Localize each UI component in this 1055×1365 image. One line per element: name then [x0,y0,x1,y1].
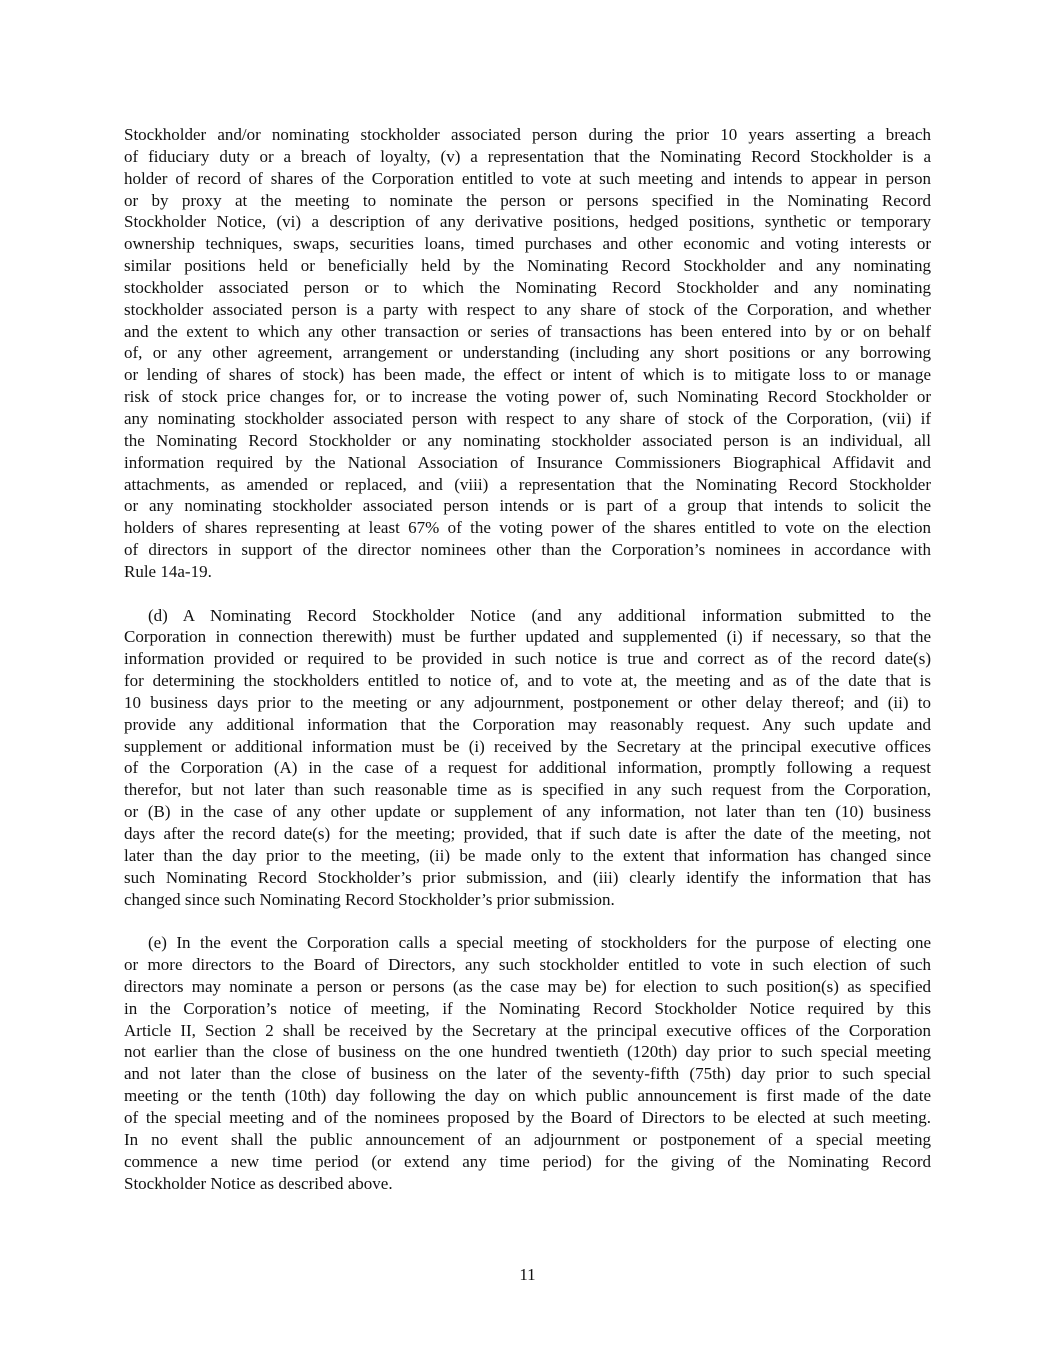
text-line: Rule 14a-19. [124,561,212,581]
text-line: and the extent to which any other transaction or series of transactions has been entered into by or on behalf [124,321,931,341]
text-line: of the special meeting and of the nominees proposed by the Board of Directors to be elected at such meeting. [124,1107,931,1127]
text-line: of directors in support of the director nominees other than the Corporation’s nominees in accordance with [124,540,931,560]
text-line: or any nominating stockholder associated person intends or is part of a group that intends to solicit the [124,496,931,516]
page-number: 11 [519,1265,536,1284]
paragraph-continuation [124,124,931,583]
text-line: such Nominating Record Stockholder’s prior submission, and (iii) clearly identify the information that has [124,867,931,887]
text-line: (d) A Nominating Record Stockholder Notice (and any additional information submitted to the [148,605,931,625]
text-line: (e) In the event the Corporation calls a special meeting of stockholders for the purpose of electing one [148,933,931,953]
text-line: the Nominating Record Stockholder or any nominating stockholder associated person is an individual, all [124,430,931,450]
text-line: days after the record date(s) for the meeting; provided, that if such date is after the date of the meeting, not [124,824,931,843]
text-line: information required by the National Association of Insurance Commissioners Biographical Affidavit and [124,452,931,472]
text-line: any nominating stockholder associated person with respect to any share of stock of the Corporation, (vii) if [124,408,931,428]
text-line: Stockholder Notice, (vi) a description of any derivative positions, hedged positions, synthetic or temporary [124,212,931,232]
text-line: directors may nominate a person or persons (as the case may be) for election to such position(s) as specified [124,976,931,996]
text-line: and not later than the close of business on the later of the seventy-fifth (75th) day prior to such special [124,1064,931,1084]
text-line: holder of record of shares of the Corporation entitled to vote at such meeting and intends to appear in person [124,168,931,188]
text-line: in the Corporation’s notice of meeting, if the Nominating Record Stockholder Notice required by this [124,998,931,1018]
text-line: attachments, as amended or replaced, and (viii) a representation that the Nominating Record Stockholder [124,474,931,494]
text-line: 10 business days prior to the meeting or any adjournment, postponement or other delay thereof; and (ii) to [124,692,931,712]
text-line: Stockholder and/or nominating stockholder associated person during the prior 10 years asserting a breach [124,125,931,144]
text-line: risk of stock price changes for, or to increase the voting power of, such Nominating Record Stockholder or [124,387,931,407]
text-line: or (B) in the case of any other update or supplement of any information, not later than ten (10) business [124,802,931,822]
text-line: or by proxy at the meeting to nominate the person or persons specified in the Nominating Record [124,190,931,210]
text-line: later than the day prior to the meeting, (ii) be made only to the extent that information has changed since [124,845,931,865]
paragraph-section-e [124,932,931,1194]
text-line: Corporation in connection therewith) must be further updated and supplemented (i) if necessary, so that the [124,627,931,647]
text-line: for determining the stockholders entitled to notice of, and to vote at, the meeting and as of the date that is [124,671,931,691]
text-line: therefor, but not later than such reasonable time as is specified in any such request from the Corporation, [124,780,931,800]
text-line: similar positions held or beneficially held by the Nominating Record Stockholder and any nominating [124,256,931,276]
paragraph-section-d [124,605,931,911]
text-line: holders of shares representing at least 67% of the voting power of the shares entitled to vote on the election [124,518,931,538]
text-line: of fiduciary duty or a breach of loyalty, (v) a representation that the Nominating Record Stockholder is a [124,146,931,166]
document-body [124,124,931,1216]
text-line: provide any additional information that the Corporation may reasonably request. Any such update and [124,714,931,734]
text-line: meeting or the tenth (10th) day following the day on which public announcement is first made of the date [124,1086,931,1106]
text-line: Stockholder Notice as described above. [124,1173,393,1193]
text-line: Article II, Section 2 shall be received by the Secretary at the principal executive offices of the Corporation [124,1020,931,1040]
text-line: information provided or required to be provided in such notice is true and correct as of the record date(s) [124,649,931,669]
text-line: or lending of shares of stock) has been made, the effect or intent of which is to mitigate loss to or manage [124,365,931,385]
text-line: of the Corporation (A) in the case of a request for additional information, promptly following a request [124,758,931,778]
text-line: stockholder associated person or to which the Nominating Record Stockholder and any nominating [124,277,931,297]
text-line: changed since such Nominating Record Stockholder’s prior submission. [124,889,615,909]
text-line: supplement or additional information must be (i) received by the Secretary at the principal executive offices [124,736,931,756]
text-line: not earlier than the close of business on the one hundred twentieth (120th) day prior to such special meeting [124,1042,931,1062]
text-line: or more directors to the Board of Directors, any such stockholder entitled to vote in such election of such [124,955,931,975]
text-line: ownership techniques, swaps, securities loans, timed purchases and other economic and voting interests or [124,234,931,254]
text-line: stockholder associated person is a party with respect to any share of stock of the Corporation, and whether [124,299,931,319]
text-line: In no event shall the public announcement of an adjournment or postponement of a special meeting [124,1129,931,1149]
text-line: commence a new time period (or extend any time period) for the giving of the Nominating Record [124,1151,931,1171]
text-line: of, or any other agreement, arrangement or understanding (including any short positions or any borrowing [124,343,931,363]
